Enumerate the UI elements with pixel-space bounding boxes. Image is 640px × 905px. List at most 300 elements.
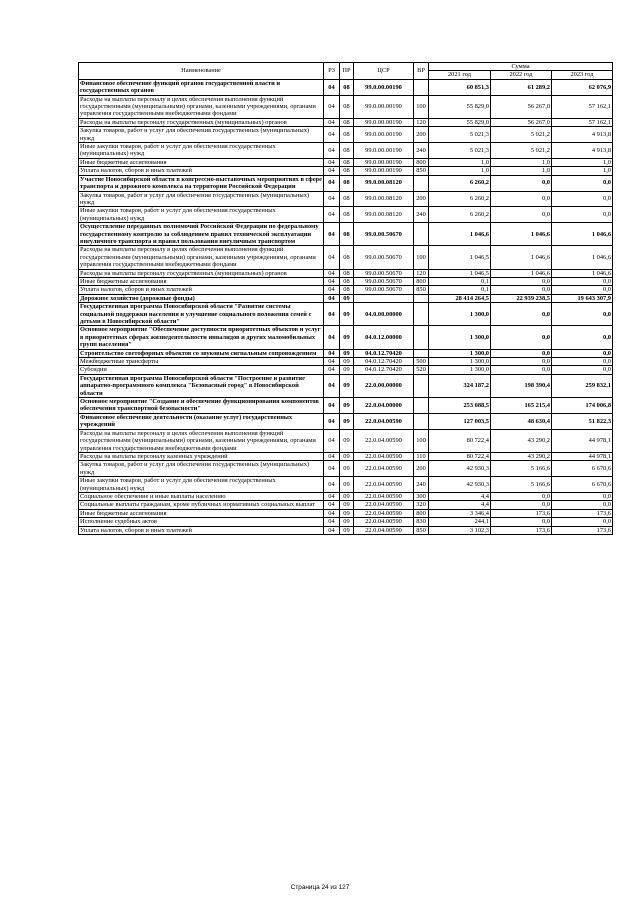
row-csr: 99.0.00.08120 (354, 175, 414, 191)
row-amount-2022: 5 021,2 (491, 143, 552, 159)
row-rz: 04 (324, 269, 340, 277)
row-name: Государственная программа Новосибирской области "Построение и развитие аппаратно-программного комплекса "Безопасный город" в Новосибирской области (79, 374, 324, 397)
row-amount-2022: 0,0 (491, 349, 552, 357)
row-amount-2022: 0,0 (491, 175, 552, 191)
row-amount-2023: 174 006,8 (552, 398, 613, 414)
row-rz: 04 (324, 118, 340, 126)
row-amount-2022: 56 267,0 (491, 118, 552, 126)
row-name: Уплата налогов, сборов и иных платежей (79, 286, 324, 294)
table-row (79, 374, 613, 397)
budget-table-container (78, 62, 612, 535)
row-rz: 04 (324, 509, 340, 517)
row-amount-2022: 173,6 (491, 526, 552, 534)
table-row (79, 294, 613, 302)
row-vr (414, 303, 429, 326)
row-amount-2021: 1 046,5 (429, 269, 491, 277)
table-row (79, 398, 613, 414)
row-amount-2023: 0,0 (552, 492, 613, 500)
row-csr: 22.0.04.00590 (354, 477, 414, 493)
row-name: Осуществление переданных полномочий Российской Федерации по федеральному государственному контролю за соблюдением правил технической эксплуатации внеуличного транспорта и правил пользования внеуличным транспортом (79, 223, 324, 246)
row-csr: 99.0.00.00190 (354, 79, 414, 95)
row-vr: 100 (414, 95, 429, 118)
row-rz: 04 (324, 366, 340, 374)
row-amount-2023: 1 046,6 (552, 269, 613, 277)
row-amount-2021: 253 088,5 (429, 398, 491, 414)
row-csr: 22.0.04.00590 (354, 461, 414, 477)
row-vr: 200 (414, 461, 429, 477)
row-csr: 22.0.00.00000 (354, 374, 414, 397)
row-csr: 99.0.00.00190 (354, 95, 414, 118)
row-amount-2021: 80 722,4 (429, 452, 491, 460)
row-amount-2023: 259 832,1 (552, 374, 613, 397)
table-row (79, 452, 613, 460)
table-row (79, 127, 613, 143)
row-csr: 22.0.04.00590 (354, 413, 414, 429)
row-rz: 04 (324, 413, 340, 429)
row-csr: 99.0.00.00190 (354, 127, 414, 143)
row-amount-2021: 3 346,4 (429, 509, 491, 517)
row-amount-2022: 0,0 (491, 358, 552, 366)
row-vr: 120 (414, 118, 429, 126)
row-amount-2023: 0,0 (552, 501, 613, 509)
row-amount-2023: 44 978,1 (552, 452, 613, 460)
row-amount-2021: 1,0 (429, 158, 491, 166)
row-vr (414, 175, 429, 191)
table-row (79, 143, 613, 159)
row-rz: 04 (324, 277, 340, 285)
row-rz: 04 (324, 158, 340, 166)
row-pr: 08 (340, 207, 354, 223)
row-csr: 22.0.04.00590 (354, 501, 414, 509)
row-vr: 200 (414, 191, 429, 207)
row-name: Субсидии (79, 366, 324, 374)
table-row (79, 526, 613, 534)
row-rz: 04 (324, 143, 340, 159)
table-body (79, 79, 613, 534)
header-year-2022: 2022 год (491, 71, 552, 79)
row-amount-2023: 19 643 307,9 (552, 294, 613, 302)
row-amount-2023: 1 046,6 (552, 246, 613, 269)
row-vr: 830 (414, 518, 429, 526)
row-amount-2022: 0,0 (491, 326, 552, 349)
row-csr: 99.0.00.50670 (354, 223, 414, 246)
table-row (79, 167, 613, 175)
row-amount-2023: 1,0 (552, 158, 613, 166)
row-amount-2023: 0,0 (552, 518, 613, 526)
row-amount-2023: 1,0 (552, 167, 613, 175)
row-vr: 100 (414, 429, 429, 452)
row-pr: 09 (340, 509, 354, 517)
row-rz: 04 (324, 492, 340, 500)
row-rz: 04 (324, 246, 340, 269)
row-amount-2022: 61 289,2 (491, 79, 552, 95)
row-name: Расходы на выплаты персоналу в целях обеспечения выполнения функций государственными (муниципальными) органами, казенными учреждениями, органами управления государственными внебюджетными фондами (79, 246, 324, 269)
row-name: Исполнение судебных актов (79, 518, 324, 526)
budget-table (78, 62, 613, 535)
header-vr: ВР (414, 63, 429, 80)
header-name: Наименование (79, 63, 324, 80)
row-vr: 240 (414, 477, 429, 493)
row-amount-2021: 60 851,3 (429, 79, 491, 95)
row-pr: 08 (340, 277, 354, 285)
row-vr: 240 (414, 143, 429, 159)
row-amount-2022: 0,0 (491, 207, 552, 223)
row-name: Расходы на выплаты персоналу государственных (муниципальных) органов (79, 118, 324, 126)
row-amount-2021: 324 187,2 (429, 374, 491, 397)
row-amount-2022: 1,0 (491, 158, 552, 166)
row-vr: 800 (414, 277, 429, 285)
row-amount-2021: 5 021,3 (429, 127, 491, 143)
table-row (79, 286, 613, 294)
row-pr: 08 (340, 191, 354, 207)
row-amount-2022: 1 046,6 (491, 246, 552, 269)
row-rz: 04 (324, 223, 340, 246)
row-vr (414, 349, 429, 357)
row-amount-2023: 0,0 (552, 366, 613, 374)
row-pr: 08 (340, 95, 354, 118)
row-csr: 22.0.04.00590 (354, 509, 414, 517)
row-pr: 09 (340, 398, 354, 414)
row-amount-2022: 5 021,2 (491, 127, 552, 143)
row-pr: 08 (340, 143, 354, 159)
row-csr: 99.0.00.00190 (354, 158, 414, 166)
header-csr: ЦСР (354, 63, 414, 80)
row-amount-2023: 1 046,6 (552, 223, 613, 246)
row-rz: 04 (324, 518, 340, 526)
row-name: Уплата налогов, сборов и иных платежей (79, 526, 324, 534)
row-csr: 99.0.00.50670 (354, 269, 414, 277)
row-csr: 04.0.12.00000 (354, 326, 414, 349)
row-pr: 09 (340, 477, 354, 493)
row-amount-2022: 1 046,6 (491, 223, 552, 246)
row-amount-2022: 0,0 (491, 286, 552, 294)
row-amount-2021: 1 300,0 (429, 366, 491, 374)
row-vr: 240 (414, 207, 429, 223)
row-amount-2022: 165 215,4 (491, 398, 552, 414)
row-rz: 04 (324, 452, 340, 460)
table-row (79, 461, 613, 477)
row-pr: 09 (340, 413, 354, 429)
table-row (79, 303, 613, 326)
table-row (79, 477, 613, 493)
row-amount-2022: 0,0 (491, 501, 552, 509)
row-rz: 04 (324, 374, 340, 397)
row-csr (354, 294, 414, 302)
row-csr: 22.0.04.00590 (354, 526, 414, 534)
row-pr: 09 (340, 461, 354, 477)
row-name: Межбюджетные трансферты (79, 358, 324, 366)
table-row (79, 269, 613, 277)
row-pr: 08 (340, 269, 354, 277)
row-pr: 09 (340, 366, 354, 374)
row-amount-2021: 1 300,0 (429, 358, 491, 366)
row-rz: 04 (324, 79, 340, 95)
row-rz: 04 (324, 95, 340, 118)
row-name: Основное мероприятие "Создание и обеспечение функционирования компонентов обеспечения транспортной безопасности" (79, 398, 324, 414)
row-rz: 04 (324, 461, 340, 477)
row-pr: 08 (340, 223, 354, 246)
row-csr: 22.0.04.00000 (354, 398, 414, 414)
row-pr: 09 (340, 326, 354, 349)
row-csr: 99.0.00.08120 (354, 191, 414, 207)
row-amount-2021: 55 829,0 (429, 95, 491, 118)
header-year-2021: 2021 год (429, 71, 491, 79)
row-pr: 08 (340, 158, 354, 166)
row-vr (414, 398, 429, 414)
row-vr: 850 (414, 526, 429, 534)
row-amount-2022: 0,0 (491, 518, 552, 526)
table-row (79, 277, 613, 285)
row-amount-2023: 0,0 (552, 358, 613, 366)
row-amount-2023: 0,0 (552, 326, 613, 349)
table-row (79, 349, 613, 357)
row-amount-2023: 6 670,6 (552, 477, 613, 493)
row-amount-2021: 4,4 (429, 501, 491, 509)
row-rz: 04 (324, 477, 340, 493)
row-csr: 99.0.00.00190 (354, 143, 414, 159)
row-vr: 300 (414, 492, 429, 500)
row-amount-2021: 1 300,0 (429, 349, 491, 357)
row-amount-2021: 42 930,3 (429, 477, 491, 493)
table-row (79, 518, 613, 526)
header-pr: ПР (340, 63, 354, 80)
row-name: Расходы на выплаты персоналу в целях обеспечения выполнения функций государственными (муниципальными) органами, казенными учреждениями, органами управления государственными внебюджетными фондами (79, 95, 324, 118)
row-name: Финансовое обеспечение функций органов государственной власти и государственных органов (79, 79, 324, 95)
row-amount-2021: 42 930,3 (429, 461, 491, 477)
row-rz: 04 (324, 526, 340, 534)
row-amount-2021: 55 829,0 (429, 118, 491, 126)
row-amount-2023: 0,0 (552, 303, 613, 326)
row-amount-2021: 6 260,2 (429, 191, 491, 207)
row-rz: 04 (324, 207, 340, 223)
row-name: Закупка товаров, работ и услуг для обеспечения государственных (муниципальных) нужд (79, 461, 324, 477)
row-amount-2022: 56 267,0 (491, 95, 552, 118)
row-csr: 22.0.04.00590 (354, 429, 414, 452)
row-amount-2021: 5 021,3 (429, 143, 491, 159)
row-amount-2021: 1 046,5 (429, 246, 491, 269)
row-vr: 120 (414, 269, 429, 277)
row-vr: 800 (414, 509, 429, 517)
row-amount-2022: 22 939 238,5 (491, 294, 552, 302)
row-pr: 09 (340, 303, 354, 326)
row-amount-2022: 0,0 (491, 366, 552, 374)
row-pr: 08 (340, 79, 354, 95)
row-amount-2022: 0,0 (491, 277, 552, 285)
row-name: Иные закупки товаров, работ и услуг для обеспечения государственных (муниципальных) нужд (79, 207, 324, 223)
row-name: Иные закупки товаров, работ и услуг для обеспечения государственных (муниципальных) нужд (79, 477, 324, 493)
row-pr: 08 (340, 167, 354, 175)
row-rz: 04 (324, 191, 340, 207)
row-csr: 04.0.12.70420 (354, 358, 414, 366)
table-row (79, 501, 613, 509)
row-name: Иные бюджетные ассигнования (79, 158, 324, 166)
row-vr (414, 413, 429, 429)
row-name: Государственная программа Новосибирской области "Развитие системы социальной поддержки населения и улучшение социального положения семей с детьми в Новосибирской области" (79, 303, 324, 326)
table-row (79, 207, 613, 223)
table-row (79, 492, 613, 500)
row-vr: 850 (414, 286, 429, 294)
row-amount-2022: 0,0 (491, 191, 552, 207)
header-year-2023: 2023 год (552, 71, 613, 79)
table-row (79, 326, 613, 349)
row-name: Закупка товаров, работ и услуг для обеспечения государственных (муниципальных) нужд (79, 127, 324, 143)
row-amount-2021: 0,1 (429, 286, 491, 294)
row-amount-2023: 44 978,1 (552, 429, 613, 452)
table-row (79, 191, 613, 207)
row-pr: 08 (340, 286, 354, 294)
row-pr: 08 (340, 118, 354, 126)
row-pr: 09 (340, 518, 354, 526)
row-amount-2021: 6 260,2 (429, 175, 491, 191)
row-amount-2023: 57 162,1 (552, 95, 613, 118)
row-rz: 04 (324, 303, 340, 326)
row-pr: 09 (340, 349, 354, 357)
row-vr (414, 374, 429, 397)
row-rz: 04 (324, 286, 340, 294)
row-amount-2021: 3 102,3 (429, 526, 491, 534)
row-rz: 04 (324, 349, 340, 357)
row-name: Расходы на выплаты персоналу казенных учреждений (79, 452, 324, 460)
table-row (79, 413, 613, 429)
row-amount-2023: 0,0 (552, 175, 613, 191)
row-csr: 04.0.12.70420 (354, 349, 414, 357)
row-name: Дорожное хозяйство (дорожные фонды) (79, 294, 324, 302)
row-rz: 04 (324, 175, 340, 191)
row-name: Строительство светофорных объектов со звуковым сигнальным сопровождением (79, 349, 324, 357)
row-amount-2023: 0,0 (552, 191, 613, 207)
row-name: Иные бюджетные ассигнования (79, 277, 324, 285)
row-amount-2023: 4 913,8 (552, 143, 613, 159)
row-amount-2021: 1 300,0 (429, 326, 491, 349)
row-amount-2021: 0,1 (429, 277, 491, 285)
row-name: Иные бюджетные ассигнования (79, 509, 324, 517)
row-amount-2021: 80 722,4 (429, 429, 491, 452)
table-row (79, 358, 613, 366)
row-vr: 110 (414, 452, 429, 460)
row-vr: 800 (414, 158, 429, 166)
row-name: Иные закупки товаров, работ и услуг для обеспечения государственных (муниципальных) нужд (79, 143, 324, 159)
header-rz: РЗ (324, 63, 340, 80)
row-vr: 320 (414, 501, 429, 509)
row-name: Участие Новосибирской области в конгрессно-выставочных мероприятиях в сфере транспорта и дорожного комплекса на территории Российской Федерации (80, 175, 322, 191)
row-csr: 22.0.04.00590 (354, 492, 414, 500)
row-csr: 99.0.00.50670 (354, 277, 414, 285)
row-name: Социальные выплаты гражданам, кроме публичных нормативных социальных выплат (79, 501, 324, 509)
row-csr: 22.0.04.00590 (354, 518, 414, 526)
row-amount-2022: 48 630,4 (491, 413, 552, 429)
row-amount-2021: 6 260,2 (429, 207, 491, 223)
row-csr: 99.0.00.08120 (354, 207, 414, 223)
row-rz: 04 (324, 358, 340, 366)
row-amount-2022: 1 046,6 (491, 269, 552, 277)
row-amount-2022: 0,0 (491, 492, 552, 500)
row-vr (414, 223, 429, 246)
table-row (79, 158, 613, 166)
row-name: Финансовое обеспечение деятельности (оказание услуг) государственных учреждений (79, 413, 324, 429)
row-amount-2021: 127 003,5 (429, 413, 491, 429)
row-rz: 04 (324, 398, 340, 414)
row-vr: 100 (414, 246, 429, 269)
row-vr (414, 79, 429, 95)
table-row (79, 95, 613, 118)
row-amount-2022: 5 166,6 (491, 477, 552, 493)
row-vr: 520 (414, 366, 429, 374)
row-rz: 04 (324, 167, 340, 175)
row-amount-2022: 5 166,6 (491, 461, 552, 477)
row-csr: 22.0.04.00590 (354, 452, 414, 460)
table-row (79, 79, 613, 95)
table-row (79, 366, 613, 374)
row-name: Уплата налогов, сборов и иных платежей (79, 167, 324, 175)
row-csr: 99.0.00.00190 (354, 167, 414, 175)
row-amount-2023: 57 162,1 (552, 118, 613, 126)
row-amount-2022: 0,0 (491, 303, 552, 326)
row-csr: 99.0.00.50670 (354, 246, 414, 269)
row-name: Социальное обеспечение и иные выплаты населению (79, 492, 324, 500)
row-amount-2023: 62 076,9 (552, 79, 613, 95)
header-sum: Сумма (429, 63, 613, 71)
row-vr (414, 294, 429, 302)
table-row (79, 246, 613, 269)
page-number: Страница 24 из 127 (290, 884, 350, 891)
row-rz: 04 (324, 326, 340, 349)
row-name: Расходы на выплаты персоналу государственных (муниципальных) органов (79, 269, 324, 277)
row-name: Закупка товаров, работ и услуг для обеспечения государственных (муниципальных) нужд (79, 191, 324, 207)
row-pr: 08 (340, 246, 354, 269)
row-csr: 99.0.00.50670 (354, 286, 414, 294)
row-vr (414, 326, 429, 349)
row-rz: 04 (324, 501, 340, 509)
row-amount-2021: 1 300,0 (429, 303, 491, 326)
row-amount-2021: 1 046,6 (429, 223, 491, 246)
row-amount-2023: 0,0 (552, 207, 613, 223)
row-name: Основное мероприятие "Обеспечение доступности приоритетных объектов и услуг в приоритетных сферах жизнедеятельности инвалидов и других маломобильных групп населения" (79, 326, 324, 349)
table-row (79, 118, 613, 126)
row-csr: 04.0.00.00000 (354, 303, 414, 326)
row-amount-2021: 4,4 (429, 492, 491, 500)
row-amount-2022: 173,6 (491, 509, 552, 517)
row-name: Расходы на выплаты персоналу в целях обеспечения выполнения функций государственными (муниципальными) органами, казенными учреждениями, органами управления государственными внебюджетными фондами (79, 429, 324, 452)
row-pr: 08 (340, 175, 354, 191)
row-amount-2021: 1,0 (429, 167, 491, 175)
row-vr: 200 (414, 127, 429, 143)
row-csr: 04.0.12.70420 (354, 366, 414, 374)
row-pr: 08 (340, 127, 354, 143)
row-pr: 09 (340, 374, 354, 397)
row-amount-2021: 28 414 264,5 (429, 294, 491, 302)
table-row (79, 429, 613, 452)
row-amount-2023: 0,0 (552, 286, 613, 294)
row-vr: 850 (414, 167, 429, 175)
row-amount-2023: 6 670,6 (552, 461, 613, 477)
table-row (79, 223, 613, 246)
row-pr: 09 (340, 294, 354, 302)
table-row (79, 175, 613, 191)
row-amount-2023: 4 913,8 (552, 127, 613, 143)
row-csr: 99.0.00.00190 (354, 118, 414, 126)
row-pr: 09 (340, 501, 354, 509)
row-pr: 09 (340, 526, 354, 534)
row-amount-2023: 173,6 (552, 526, 613, 534)
row-amount-2022: 1,0 (491, 167, 552, 175)
row-amount-2022: 43 290,2 (491, 429, 552, 452)
row-amount-2023: 0,0 (552, 349, 613, 357)
row-pr: 09 (340, 452, 354, 460)
row-pr: 09 (340, 358, 354, 366)
row-rz: 04 (324, 127, 340, 143)
row-rz: 04 (324, 429, 340, 452)
row-vr: 500 (414, 358, 429, 366)
